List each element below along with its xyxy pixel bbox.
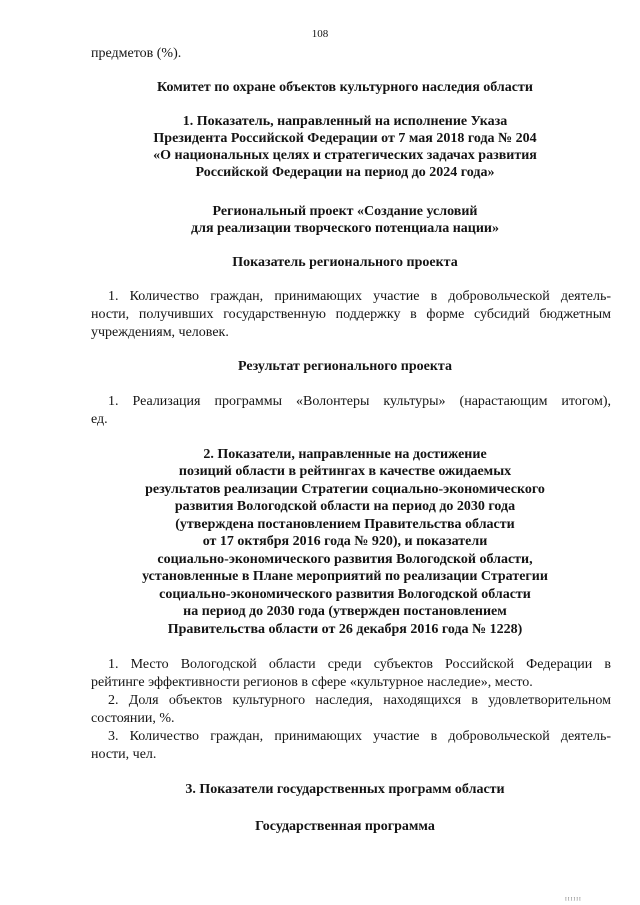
result-heading: Результат регионального проекта: [238, 359, 452, 374]
section2-heading-line: позиций области в рейтингах в качестве ожидаемых: [178, 464, 512, 479]
section2-heading-line: социально-экономического развития Вологодской области: [159, 587, 531, 602]
regional-project-heading-line: для реализации творческого потенциала нации»: [191, 221, 499, 236]
section2-item-line: состоянии, %.: [91, 711, 175, 726]
regional-project-heading-line: Региональный проект «Создание условий: [212, 204, 478, 219]
section1-heading-line: Президента Российской Федерации от 7 мая 2018 года № 204: [153, 131, 537, 146]
section2-heading-line: Правительства области от 26 декабря 2016 года № 1228): [167, 622, 523, 637]
scan-artifact: ᴵᴵᴵᴵᴵᴵ: [565, 895, 582, 905]
indicator-text-line: ности, получивших государственную поддержку в форме субсидий бюджетным: [91, 307, 611, 322]
section2-heading-line: на период до 2030 года (утвержден постановлением: [183, 604, 507, 619]
section2-item-line: рейтинге эффективности регионов в сфере «культурное наследие», место.: [91, 675, 533, 690]
indicator-text-line: 1. Количество граждан, принимающих участие в добровольческой деятель-: [108, 289, 611, 304]
section1-heading-line: «О национальных целях и стратегических задачах развития: [153, 148, 537, 163]
committee-heading: Комитет по охране объектов культурного наследия области: [157, 80, 533, 95]
result-text-line: 1. Реализация программы «Волонтеры культуры» (нарастающим итогом),: [108, 394, 611, 409]
indicator-text-line: учреждениям, человек.: [91, 325, 229, 340]
indicator-heading: Показатель регионального проекта: [232, 255, 458, 270]
section3-heading: 3. Показатели государственных программ области: [185, 782, 505, 797]
section2-heading-line: от 17 октября 2016 года № 920), и показатели: [202, 534, 488, 549]
section2-heading-line: социально-экономического развития Вологодской области,: [157, 552, 533, 567]
section3-subheading: Государственная программа: [255, 819, 435, 834]
result-text-line: ед.: [91, 412, 108, 427]
section1-heading-line: Российской Федерации на период до 2024 года»: [195, 165, 495, 180]
section2-heading-line: установленные в Плане мероприятий по реализации Стратегии: [142, 569, 548, 584]
section2-heading-line: результатов реализации Стратегии социально-экономического: [145, 482, 545, 497]
section1-heading-line: 1. Показатель, направленный на исполнение Указа: [182, 114, 508, 129]
page-number: 108: [311, 28, 329, 40]
section2-item-line: 2. Доля объектов культурного наследия, находящихся в удовлетворительном: [108, 693, 611, 708]
section2-item-line: 3. Количество граждан, принимающих участие в добровольческой деятель-: [108, 729, 611, 744]
section2-item-line: 1. Место Вологодской области среди субъектов Российской Федерации в: [108, 657, 611, 672]
section2-item-line: ности, чел.: [91, 747, 157, 762]
section2-heading-line: (утверждена постановлением Правительства области: [175, 517, 515, 532]
section2-heading-line: 2. Показатели, направленные на достижение: [203, 447, 487, 462]
section2-heading-line: развития Вологодской области на период до 2030 года: [174, 499, 516, 514]
intro-continuation: предметов (%).: [91, 46, 182, 61]
